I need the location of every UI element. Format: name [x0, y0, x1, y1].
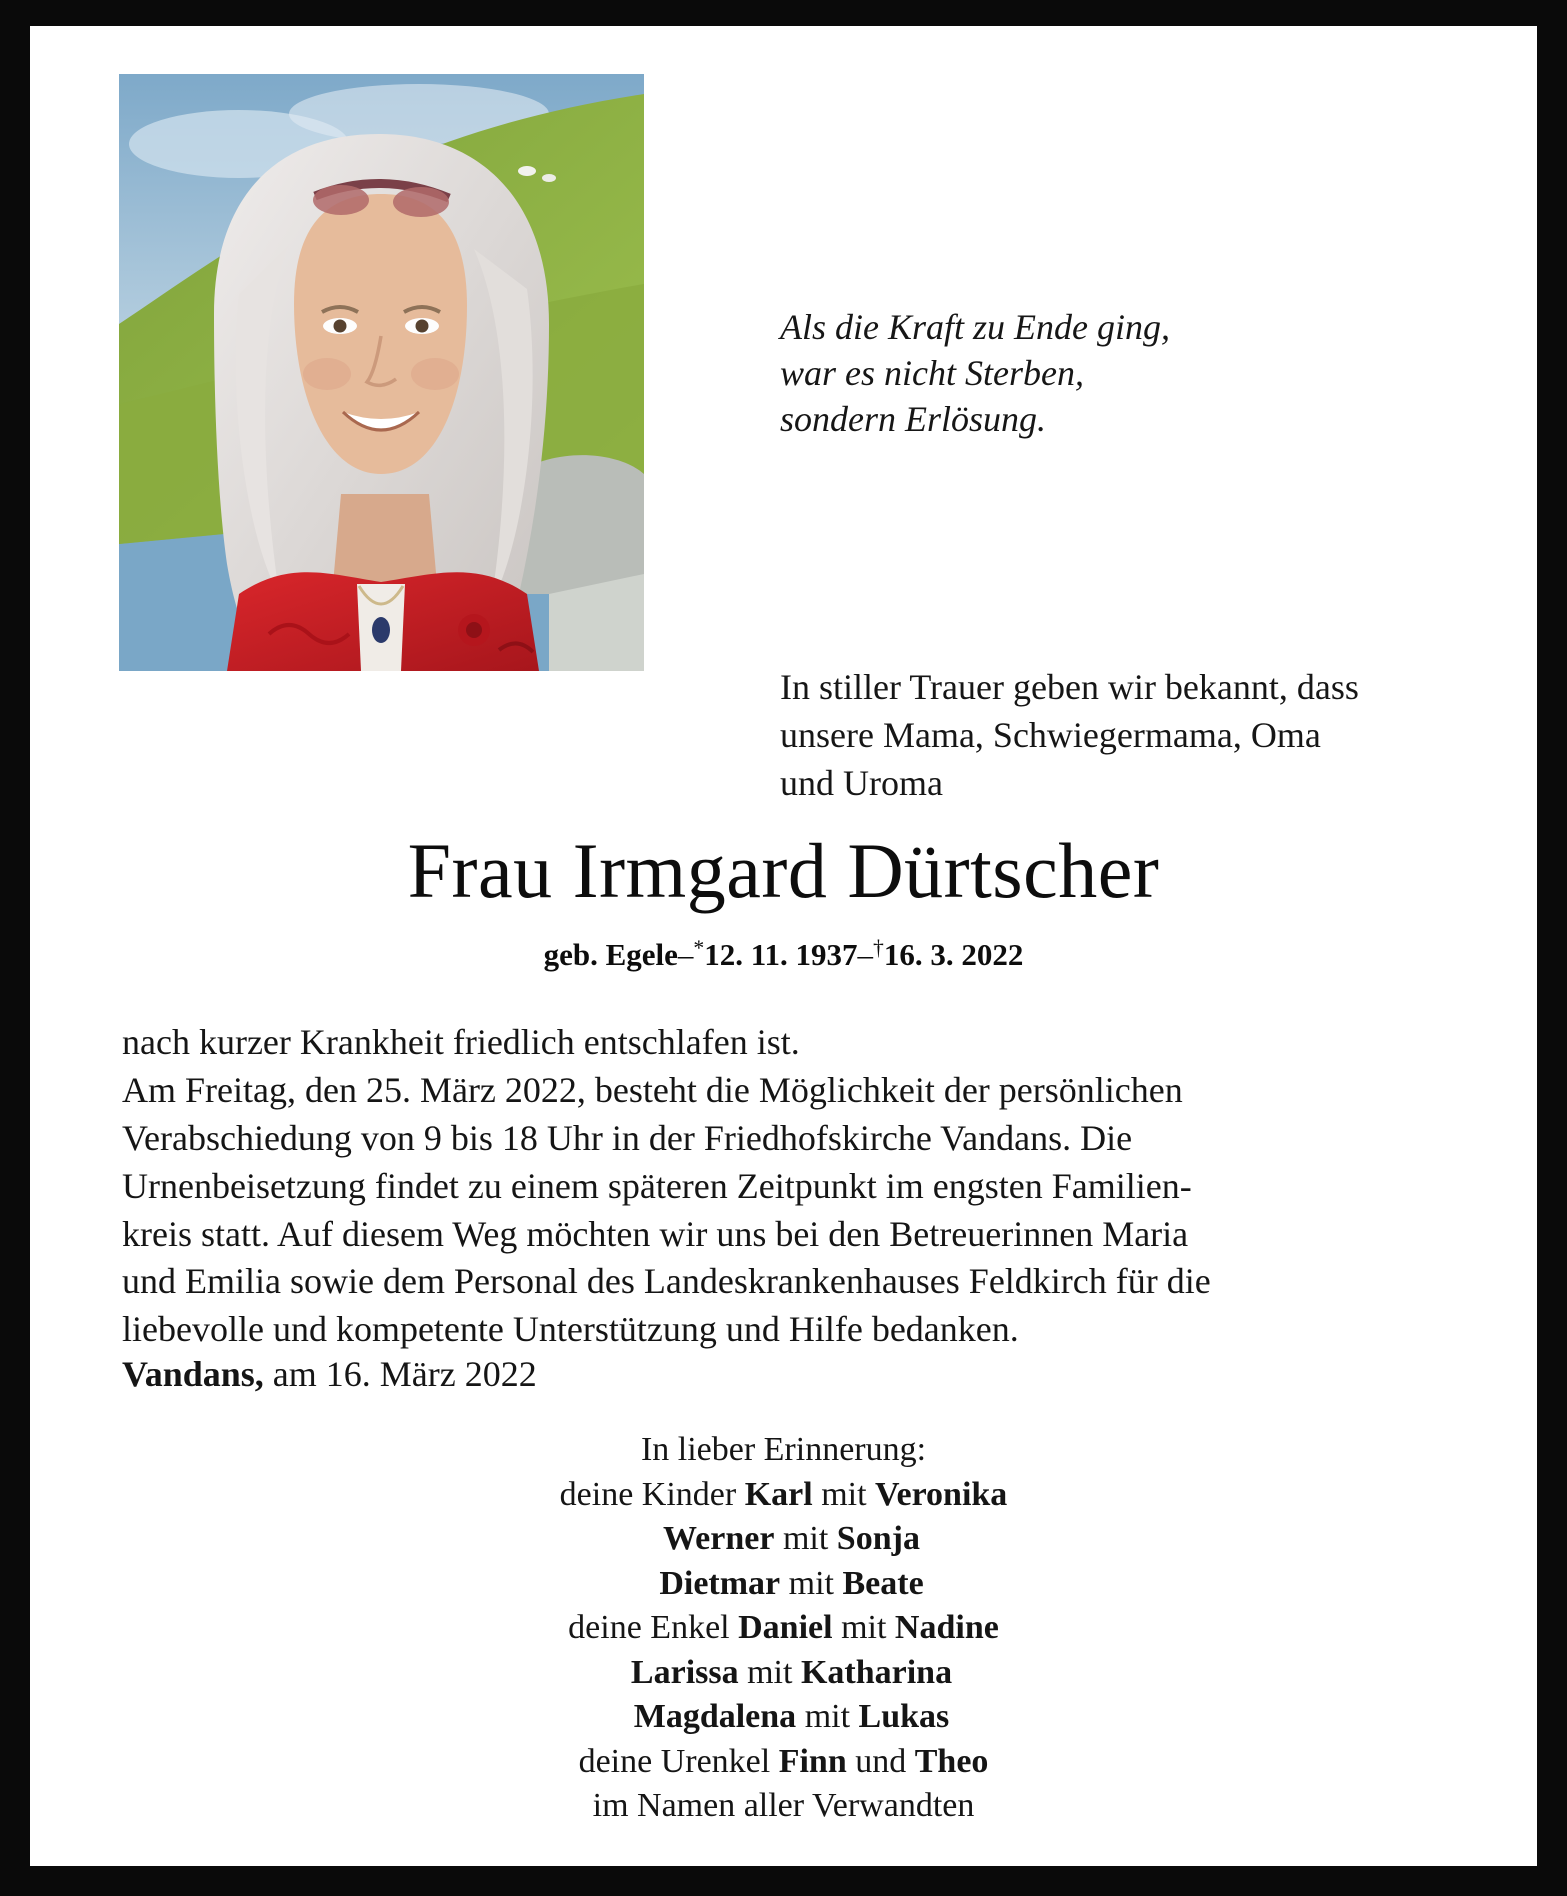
- life-dates: [30, 936, 1537, 973]
- family-member-name: Dietmar: [659, 1564, 781, 1602]
- place-date: am 16. März 2022: [272, 1354, 537, 1394]
- family-member-partner: Theo: [914, 1742, 989, 1780]
- verse-line-2: war es nicht Sterben,: [780, 353, 1084, 394]
- list-item: [30, 1606, 1537, 1651]
- dates-separator-1: –: [677, 936, 694, 972]
- verse-line-3: sondern Erlösung.: [780, 399, 1047, 440]
- body-line-7: liebevolle und kompetente Unterstützung und Hilfe bedanken.: [122, 1309, 1019, 1350]
- birth-date: 12. 11. 1937: [704, 936, 858, 972]
- list-item: [30, 1473, 1537, 1518]
- family-member-name: Daniel: [738, 1609, 833, 1647]
- family-member-partner: Beate: [842, 1564, 924, 1602]
- body-line-4: Urnenbeisetzung findet zu einem späteren Zeitpunkt im engsten Familien-: [122, 1165, 1192, 1206]
- place-and-date: [122, 1353, 537, 1395]
- conjunction: und: [846, 1742, 915, 1780]
- maiden-name-label: geb. Egele: [543, 936, 678, 972]
- announcement-line-2: unsere Mama, Schwiegermama, Oma: [780, 714, 1321, 755]
- portrait-photo: [119, 74, 644, 671]
- conjunction: mit: [796, 1698, 859, 1736]
- family-block: [30, 1428, 1537, 1829]
- relation-label: deine Kinder: [559, 1475, 745, 1513]
- family-member-partner: Lukas: [858, 1698, 950, 1736]
- family-member-partner: Katharina: [800, 1653, 953, 1691]
- death-symbol: †: [873, 936, 884, 960]
- list-item: [30, 1651, 1537, 1696]
- family-member-partner: Sonja: [836, 1520, 920, 1558]
- family-intro: In lieber Erinnerung:: [640, 1431, 927, 1468]
- body-line-3: Verabschiedung von 9 bis 18 Uhr in der Friedhofskirche Vandans. Die: [122, 1117, 1133, 1158]
- body-line-5: kreis statt. Auf diesem Weg möchten wir uns bei den Betreuerinnen Maria: [122, 1213, 1189, 1254]
- conjunction: mit: [738, 1653, 801, 1691]
- relation-label: deine Urenkel: [578, 1742, 779, 1780]
- list-item: [30, 1695, 1537, 1740]
- body-line-1: nach kurzer Krankheit friedlich entschlafen ist.: [122, 1022, 800, 1062]
- family-member-name: Finn: [778, 1742, 847, 1780]
- body-text: [122, 1019, 1472, 1354]
- announcement-line-1: In stiller Trauer geben wir bekannt, dass: [780, 667, 1359, 707]
- conjunction: mit: [832, 1609, 895, 1647]
- family-member-partner: Veronika: [875, 1475, 1008, 1513]
- conjunction: mit: [774, 1520, 837, 1558]
- place-name: Vandans,: [122, 1354, 264, 1394]
- verse-block: [780, 304, 1500, 442]
- announcement-line-3: und Uroma: [780, 762, 943, 803]
- death-date: 16. 3. 2022: [883, 936, 1024, 972]
- family-member-name: Larissa: [630, 1653, 739, 1691]
- conjunction: mit: [780, 1564, 843, 1602]
- family-member-name: Magdalena: [633, 1698, 797, 1736]
- family-member-name: Karl: [744, 1475, 813, 1513]
- family-member-name: Werner: [663, 1520, 775, 1558]
- list-item: [30, 1740, 1537, 1785]
- family-member-partner: Nadine: [894, 1609, 999, 1647]
- announcement-block: [780, 664, 1470, 808]
- page-title: Frau Irmgard Dürtscher: [407, 827, 1160, 914]
- dates-separator-2: –: [857, 936, 874, 972]
- obituary-card: [30, 26, 1537, 1866]
- body-line-2: Am Freitag, den 25. März 2022, besteht die Möglichkeit der persönlichen: [122, 1069, 1183, 1110]
- verse-line-1: Als die Kraft zu Ende ging,: [780, 307, 1170, 347]
- conjunction: mit: [812, 1475, 876, 1513]
- body-line-6: und Emilia sowie dem Personal des Landeskrankenhauses Feldkirch für die: [122, 1261, 1211, 1302]
- list-item: [30, 1517, 1537, 1562]
- birth-symbol: *: [693, 936, 705, 960]
- list-item: [30, 1562, 1537, 1607]
- relation-label: deine Enkel: [568, 1609, 739, 1647]
- family-closing: im Namen aller Verwandten: [592, 1787, 975, 1825]
